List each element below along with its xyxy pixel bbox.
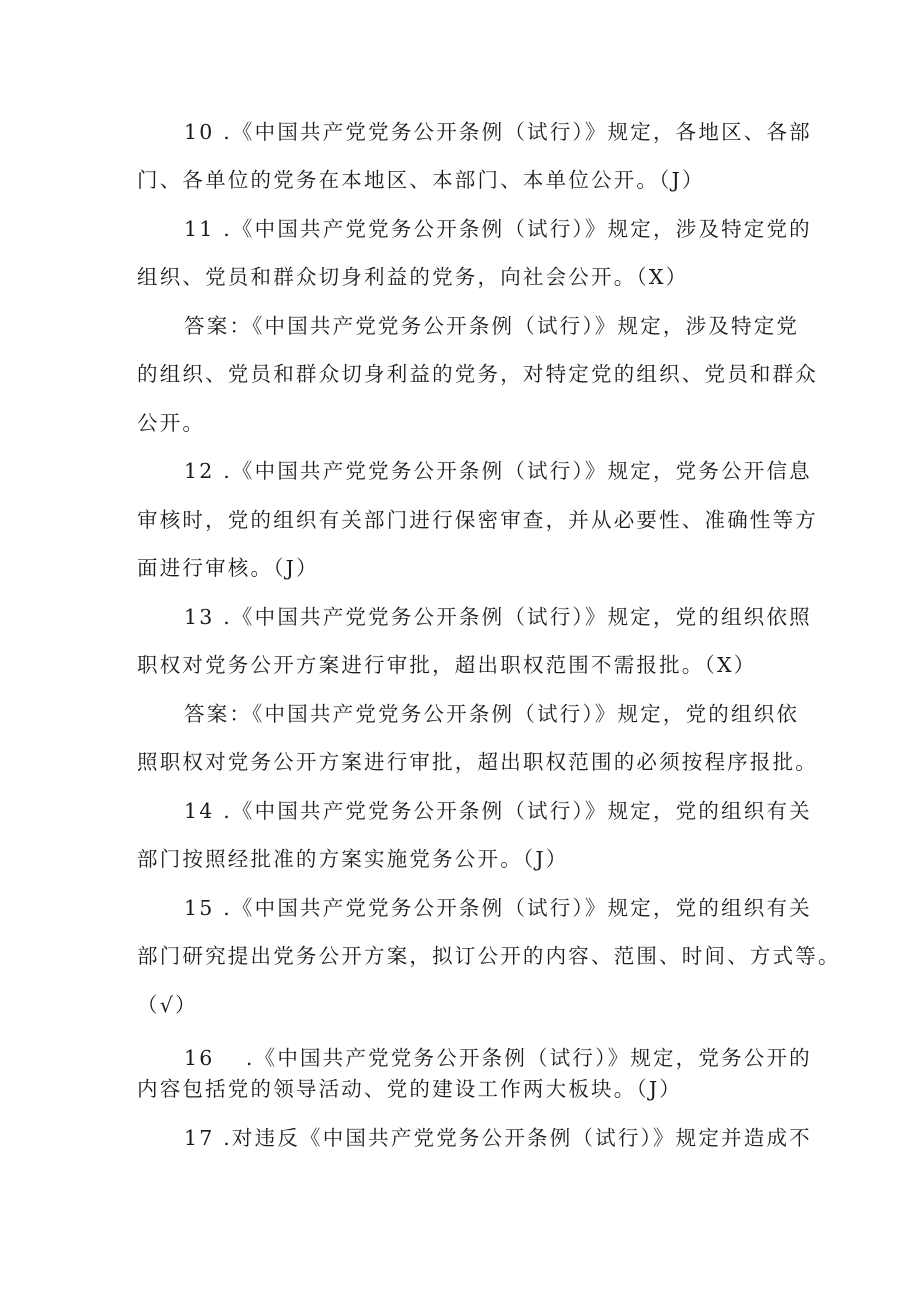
item-15-line-2: 部门研究提出党务公开方案，拟订公开的内容、范围、时间、方式等。 — [137, 944, 841, 968]
item-11-line-1: 11 .《中国共产党党务公开条例（试行）》规定，涉及特定党的 — [184, 217, 812, 241]
item-11-line-2: 组织、党员和群众切身利益的党务，向社会公开。（X） — [137, 265, 689, 289]
item-10-line-2: 门、各单位的党务在本地区、本部门、本单位公开。（J） — [137, 168, 705, 192]
item-12-line-3: 面进行审核。（J） — [137, 556, 319, 580]
item-15-line-1: 15 .《中国共产党党务公开条例（试行）》规定，党的组织有关 — [184, 896, 812, 920]
item-13-line-1: 13 .《中国共产党党务公开条例（试行）》规定，党的组织依照 — [184, 605, 812, 629]
answer-11-line-3: 公开。 — [137, 411, 206, 435]
item-15-line-3: （√） — [137, 993, 198, 1017]
item-14-line-1: 14 .《中国共产党党务公开条例（试行）》规定，党的组织有关 — [184, 799, 812, 823]
item-16-line-1: 16 .《中国共产党党务公开条例（试行）》规定，党务公开的 — [184, 1046, 812, 1070]
answer-11-line-2: 的组织、党员和群众切身利益的党务，对特定党的组织、党员和群众 — [137, 362, 818, 386]
answer-11-line-1: 答案：《中国共产党党务公开条例（试行）》规定，涉及特定党 — [184, 314, 800, 338]
answer-13-line-1: 答案：《中国共产党党务公开条例（试行）》规定，党的组织依 — [184, 702, 800, 726]
item-10-line-1: 10 .《中国共产党党务公开条例（试行）》规定，各地区、各部 — [184, 120, 812, 144]
answer-13-line-2: 照职权对党务公开方案进行审批，超出职权范围的必须按程序报批。 — [137, 750, 818, 774]
item-12-line-2: 审核时，党的组织有关部门进行保密审查，并从必要性、准确性等方 — [137, 508, 818, 532]
item-14-line-2: 部门按照经批准的方案实施党务公开。（J） — [137, 847, 569, 871]
item-17-line-1: 17 .对违反《中国共产党党务公开条例（试行）》规定并造成不 — [184, 1126, 812, 1150]
item-12-line-1: 12 .《中国共产党党务公开条例（试行）》规定，党务公开信息 — [184, 459, 812, 483]
item-13-line-2: 职权对党务公开方案进行审批，超出职权范围不需报批。（X） — [137, 653, 757, 677]
item-16-line-2: 内容包括党的领导活动、党的建设工作两大板块。（J） — [137, 1077, 682, 1101]
